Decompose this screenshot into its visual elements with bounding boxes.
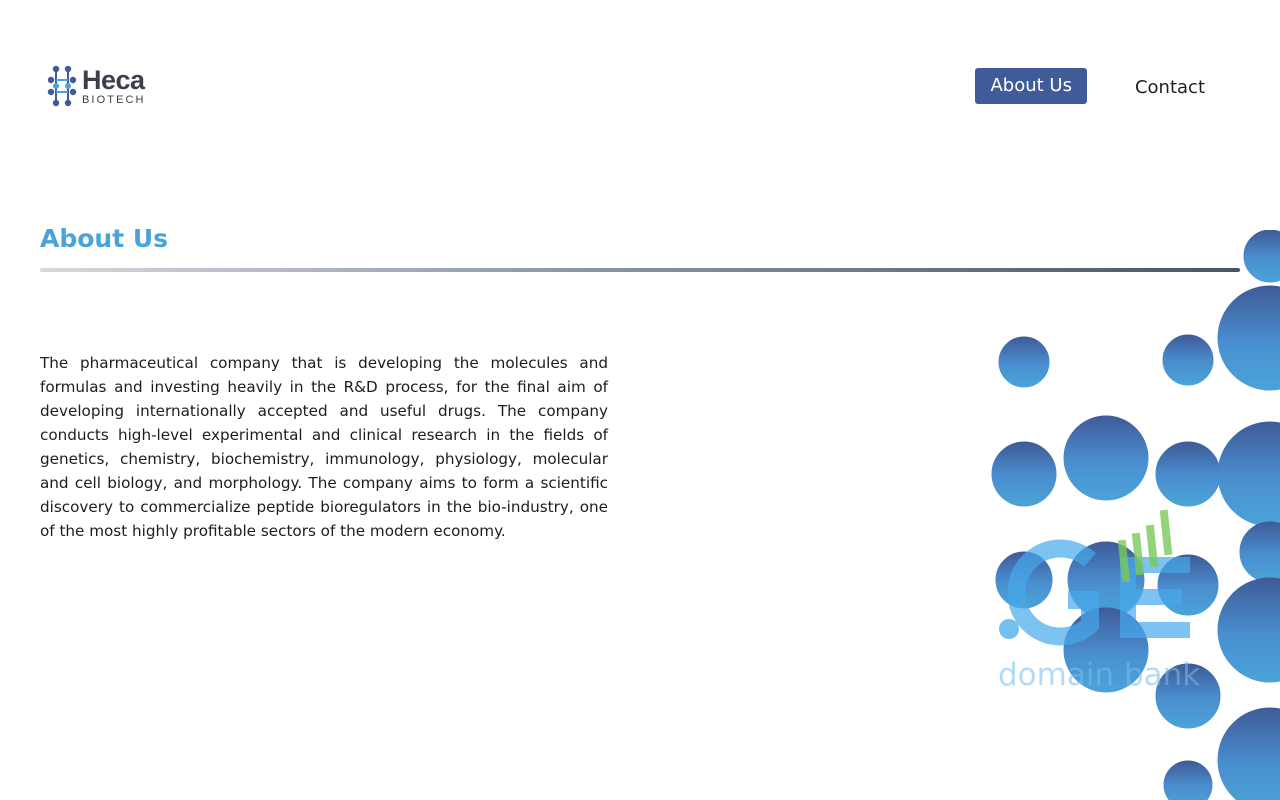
watermark-text: domain bank bbox=[998, 657, 1201, 693]
nav-about-us-button[interactable]: About Us bbox=[975, 68, 1087, 104]
molecule-logo-icon bbox=[46, 64, 78, 108]
logo[interactable] bbox=[46, 64, 161, 108]
section-title: About Us bbox=[40, 224, 169, 253]
domain-bank-logo-icon bbox=[990, 505, 1210, 655]
domain-bank-watermark bbox=[990, 505, 1210, 700]
nav-contact-link[interactable]: Contact bbox=[1134, 77, 1205, 98]
brand-name: Heca bbox=[82, 64, 145, 95]
main-nav bbox=[975, 66, 1220, 106]
brand-tagline: BIOTECH bbox=[82, 93, 146, 106]
site-header bbox=[0, 0, 1280, 170]
about-paragraph: The pharmaceutical company that is developing the molecules and formulas and investing heavily in the R&D process, for the final aim of developing internationally accepted and useful drugs. The company conducts high-level experimental and clinical research in the fields of genetics, chemistry, biochemistry, immunology, physiology, molecular and cell biology, and morphology. The company aims to form a scientific discovery to commercialize peptide bioregulators in the bio-industry, one of the most highly profitable sectors of the modern economy. bbox=[40, 354, 608, 540]
logo-text bbox=[82, 64, 146, 106]
